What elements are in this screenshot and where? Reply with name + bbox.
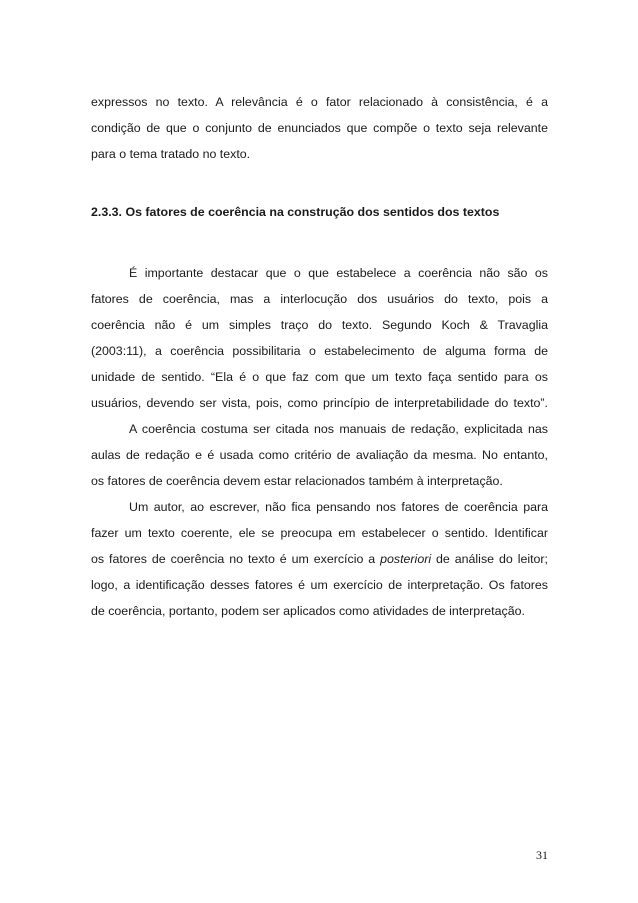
text-line: (2003:11), a coerência possibilitaria o estabelecimento de alguma forma de [91, 344, 548, 358]
text-line: coerência não é um simples traço do texto. Segundo Koch & Travaglia [91, 318, 548, 332]
text-line: unidade de sentido. “Ela é o que faz com que um texto faça sentido para os [91, 370, 548, 384]
text-line: de coerência, portanto, podem ser aplicados como atividades de interpretação. [91, 604, 525, 618]
text-line-with-italic [91, 549, 548, 569]
page-number: 31 [536, 848, 548, 862]
text-line: fatores de coerência, mas a interlocução dos usuários do texto, pois a [91, 292, 548, 306]
text-line: os fatores de coerência devem estar relacionados também à interpretação. [91, 474, 503, 488]
text-span: os fatores de coerência no texto é um exercício a [91, 552, 381, 566]
text-span: de análise do leitor; [431, 552, 548, 566]
text-line: usuários, devendo ser vista, pois, como princípio de interpretabilidade do texto”. [91, 396, 548, 410]
text-line: condição de que o conjunto de enunciados que compõe o texto seja relevante [91, 121, 548, 135]
text-line: É importante destacar que o que estabelece a coerência não são os [129, 266, 548, 280]
italic-term: posteriori [380, 552, 432, 566]
text-line: fazer um texto coerente, ele se preocupa em estabelecer o sentido. Identificar [91, 526, 548, 540]
text-line: Um autor, ao escrever, não fica pensando nos fatores de coerência para [129, 500, 548, 514]
section-heading: 2.3.3. Os fatores de coerência na construção dos sentidos dos textos [91, 205, 500, 219]
text-line: expressos no texto. A relevância é o fator relacionado à consistência, é a [91, 95, 548, 109]
text-line: A coerência costuma ser citada nos manuais de redação, explicitada nas [129, 422, 548, 436]
text-line: logo, a identificação desses fatores é um exercício de interpretação. Os fatores [91, 578, 548, 592]
text-line: para o tema tratado no texto. [91, 147, 251, 161]
text-line: aulas de redação e é usada como critério de avaliação da mesma. No entanto, [91, 448, 548, 462]
